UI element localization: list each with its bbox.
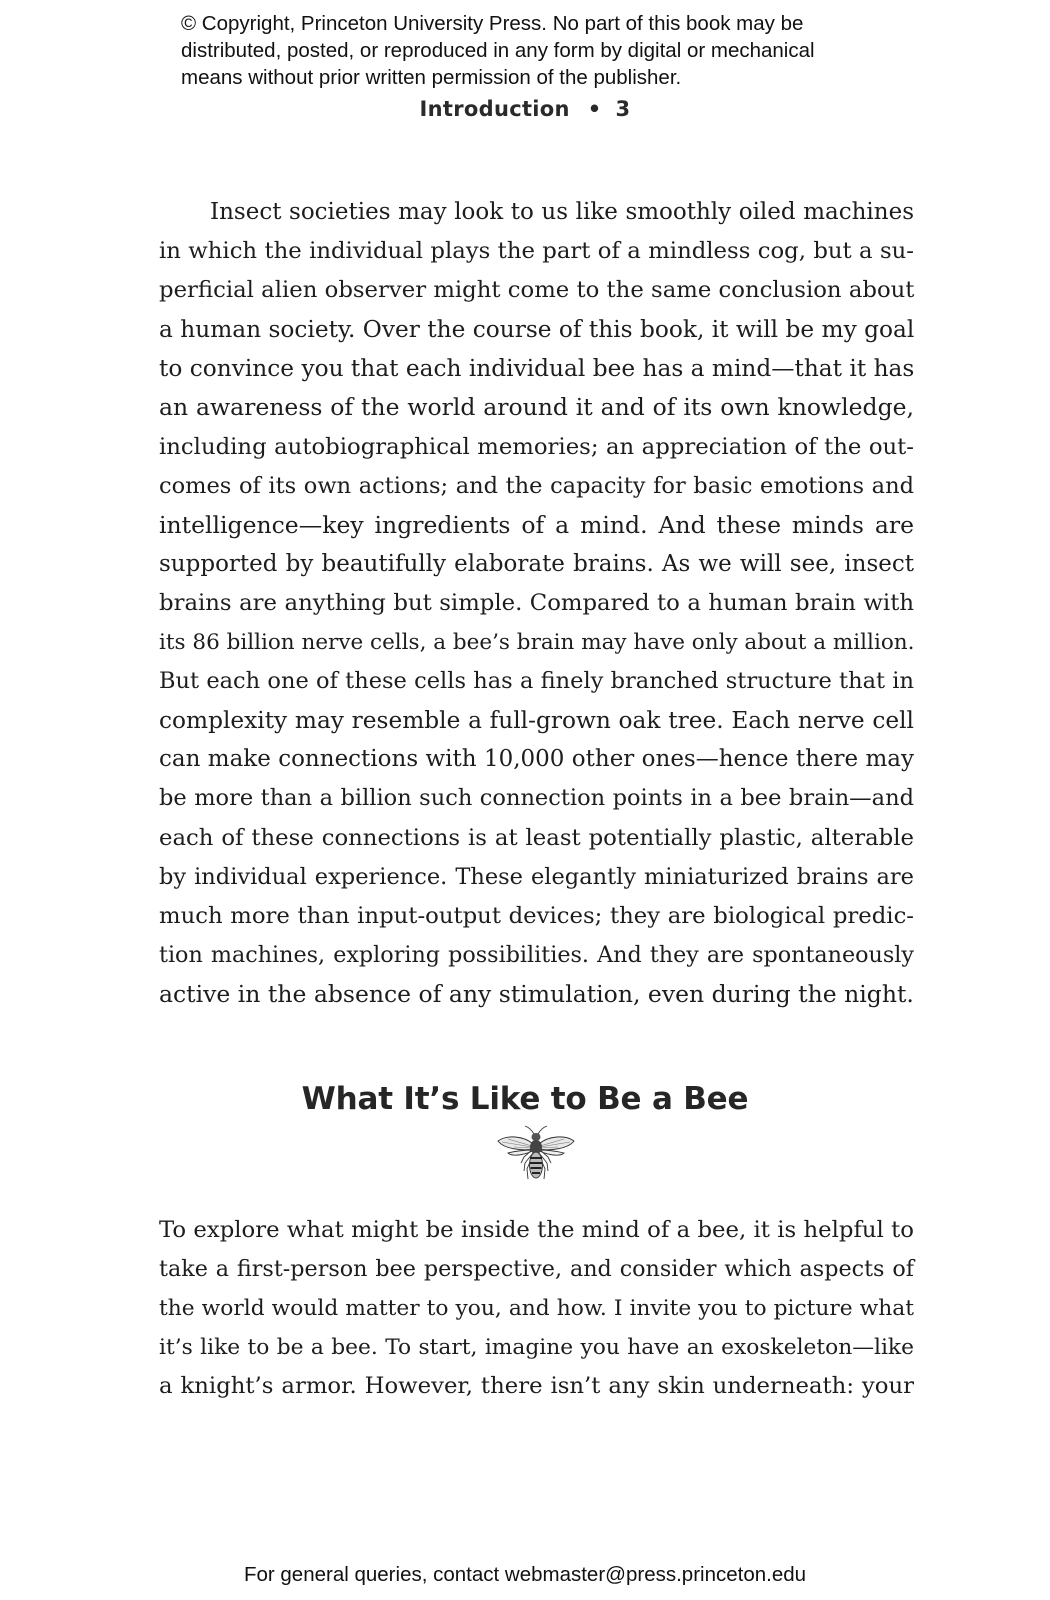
copyright-line: distributed, posted, or reproduced in any form by digital or mechanical (181, 39, 815, 62)
text-line: in which the individual plays the part of a mindless cog, but a su- (159, 238, 914, 265)
text-line: including autobiographical memories; an appreciation of the out- (159, 433, 914, 460)
page-number: 3 (615, 97, 631, 121)
text-line: take a first-person bee perspective, and consider which aspects of (159, 1256, 914, 1283)
text-line: comes of its own actions; and the capacity for basic emotions and (159, 472, 914, 499)
text-line: But each one of these cells has a finely branched structure that in (159, 668, 914, 695)
text-line: an awareness of the world around it and of its own knowledge, (159, 393, 914, 422)
text-line: brains are anything but simple. Compared to a human brain with (159, 589, 914, 616)
text-line: a human society. Over the course of this book, it will be my goal (159, 316, 915, 344)
bee-icon (494, 1125, 578, 1185)
text-line: perficial alien observer might come to the same conclusion about (159, 277, 915, 304)
footer-contact: For general queries, contact webmaster@press.princeton.edu (243, 1563, 807, 1586)
text-line: much more than input-output devices; they are biological predic- (159, 902, 914, 929)
text-line: can make connections with 10,000 other ones—hence there may (159, 746, 914, 773)
text-line: the world would matter to you, and how. I invite you to picture what (159, 1296, 914, 1322)
copyright-line: means without prior written permission of the publisher. (181, 66, 682, 89)
text-line: complexity may resemble a full-grown oak tree. Each nerve cell (159, 707, 914, 735)
copyright-line: © Copyright, Princeton University Press. No part of this book may be (181, 12, 804, 35)
text-line: each of these connections is at least potentially plastic, alterable (159, 824, 914, 851)
text-line: supported by beautifully elaborate brains. As we will see, insect (159, 550, 914, 577)
text-line: be more than a billion such connection points in a bee brain—and (159, 785, 914, 812)
body-paragraph-1 (159, 193, 914, 1014)
text-line: Insect societies may look to us like smoothly oiled machines (210, 199, 914, 225)
text-line: by individual experience. These elegantly miniaturized brains are (159, 863, 914, 890)
text-line: it’s like to be a bee. To start, imagine you have an exoskeleton—like (159, 1335, 914, 1361)
text-line: to convince you that each individual bee has a mind—that it has (159, 355, 915, 383)
text-line: intelligence—key ingredients of a mind. And these minds are (159, 510, 914, 539)
text-line: its 86 billion nerve cells, a bee’s brain may have only about a million. (159, 630, 915, 656)
copyright-notice (181, 10, 941, 91)
text-line: active in the absence of any stimulation, even during the night. (159, 979, 914, 1008)
running-head-separator: • (587, 97, 602, 121)
text-line: a knight’s armor. However, there isn’t any skin underneath: your (159, 1373, 914, 1400)
section-heading: What It’s Like to Be a Bee (301, 1081, 749, 1117)
running-head (0, 94, 1050, 124)
body-paragraph-2 (159, 1211, 914, 1406)
text-line: To explore what might be inside the mind of a bee, it is helpful to (159, 1217, 914, 1243)
running-head-section: Introduction (419, 97, 570, 121)
text-line: tion machines, exploring possibilities. And they are spontaneously (159, 941, 914, 968)
